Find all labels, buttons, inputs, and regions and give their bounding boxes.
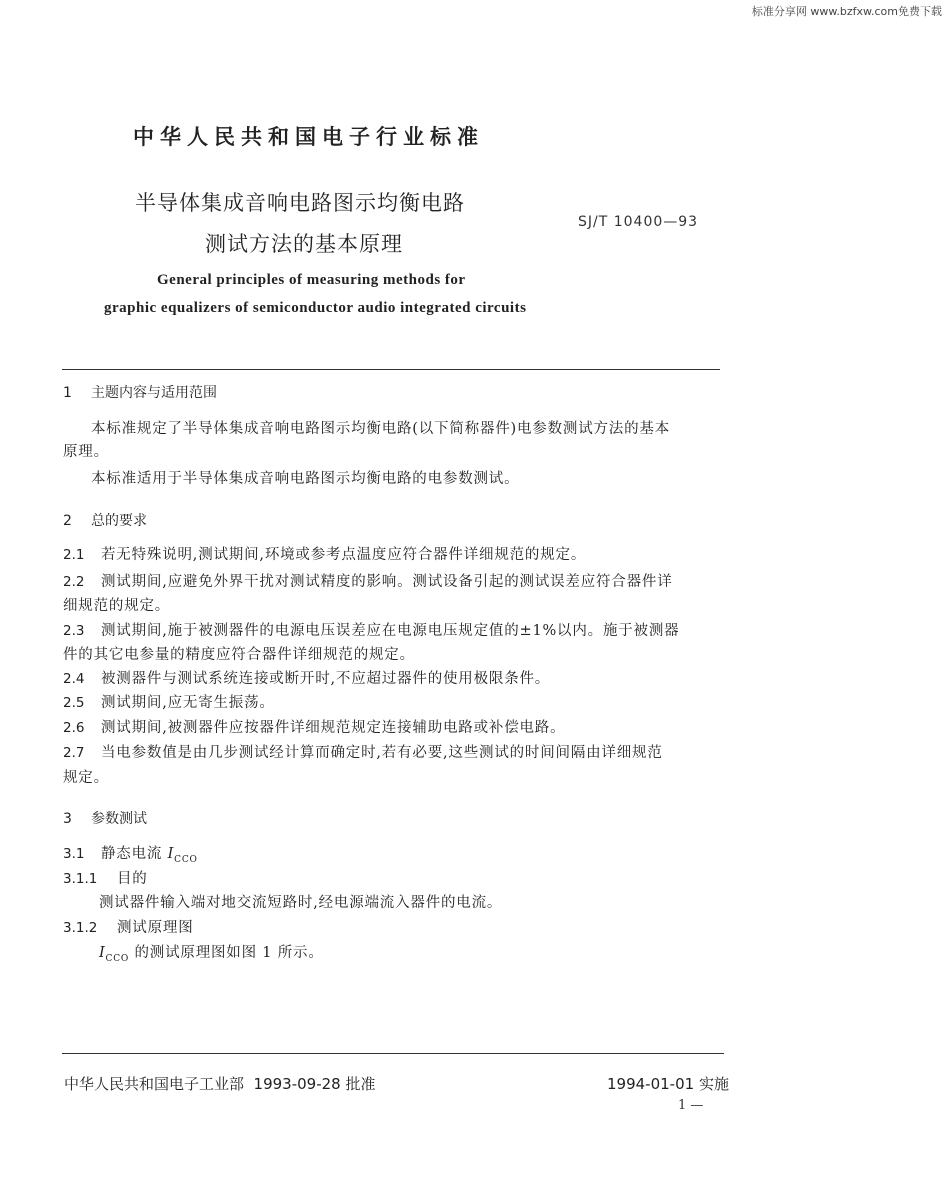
page-number: 1 —	[678, 1098, 704, 1113]
clause-text: 测试期间,施于被测器件的电源电压误差应在电源电压规定值的±1%以内。施于被测器	[101, 623, 680, 639]
org-title: 中华人民共和国电子行业标准	[133, 125, 484, 149]
clause-number: 2.1	[63, 547, 85, 563]
clause-2-6	[63, 716, 565, 737]
doc-title-line2: 测试方法的基本原理	[205, 232, 403, 256]
clause-text: 被测器件与测试系统连接或断开时,不应超过器件的使用极限条件。	[101, 671, 551, 687]
approval-info: 中华人民共和国电子工业部 1993-09-28 批准	[64, 1075, 376, 1093]
symbol-subscript: CCO	[105, 953, 130, 964]
section2-title: 总的要求	[91, 513, 147, 529]
section1-para2: 本标准适用于半导体集成音响电路图示均衡电路的电参数测试。	[91, 471, 520, 487]
symbol-i: I	[99, 945, 106, 961]
symbol-i: I	[167, 846, 175, 862]
section3-heading	[63, 808, 147, 828]
clause-3-1	[63, 842, 198, 865]
section1-heading	[63, 382, 217, 402]
header-divider	[62, 369, 720, 370]
watermark: 标准分享网 www.bzfxw.com免费下载	[751, 5, 942, 18]
clause-text: 测试期间,被测器件应按器件详细规范规定连接辅助电路或补偿电路。	[101, 720, 566, 736]
clause-text: 测试期间,应避免外界干扰对测试精度的影响。测试设备引起的测试误差应符合器件详	[101, 574, 673, 590]
standard-code: SJ/T 10400—93	[578, 214, 699, 230]
footer-divider	[62, 1053, 724, 1054]
section1-para1-line1: 本标准规定了半导体集成音响电路图示均衡电路(以下简称器件)电参数测试方法的基本	[91, 421, 671, 437]
symbol-subscript: CCO	[174, 854, 198, 865]
clause-number: 2.6	[63, 720, 85, 736]
clause-number: 2.2	[63, 574, 85, 590]
clause-2-3	[63, 619, 679, 640]
section1-title: 主题内容与适用范围	[91, 385, 217, 401]
clause-3-1-1	[63, 867, 148, 888]
clause-2-4	[63, 667, 550, 688]
clause-number: 2.3	[63, 623, 85, 639]
section1-number: 1	[63, 385, 72, 401]
clause-text: 测试原理图	[117, 920, 194, 936]
clause-3-1-2-body	[99, 941, 324, 964]
clause-number: 3.1.1	[63, 871, 98, 887]
clause-2-2-cont: 细规范的规定。	[63, 598, 171, 614]
clause-2-5	[63, 691, 275, 712]
clause-text: 测试期间,应无寄生振荡。	[101, 695, 275, 711]
clause-number: 2.4	[63, 671, 85, 687]
implementation-date: 1994-01-01 实施	[607, 1075, 729, 1093]
clause-text: 静态电流	[101, 846, 168, 862]
doc-title-line1: 半导体集成音响电路图示均衡电路	[135, 191, 465, 215]
clause-number: 2.7	[63, 745, 85, 761]
clause-3-1-1-body: 测试器件输入端对地交流短路时,经电源端流入器件的电流。	[99, 895, 503, 911]
section3-number: 3	[63, 811, 72, 827]
clause-2-3-cont: 件的其它电参量的精度应符合器件详细规范的规定。	[63, 647, 415, 663]
clause-text: 当电参数值是由几步测试经计算而确定时,若有必要,这些测试的时间间隔由详细规范	[101, 745, 663, 761]
clause-text: 的测试原理图如图 1 所示。	[129, 945, 324, 961]
section3-title: 参数测试	[91, 811, 147, 827]
section2-number: 2	[63, 513, 72, 529]
english-title-line1: General principles of measuring methods for	[157, 272, 466, 288]
clause-2-7-cont: 规定。	[63, 770, 109, 786]
clause-number: 3.1.2	[63, 920, 98, 936]
clause-text: 目的	[117, 871, 148, 887]
english-title-line2: graphic equalizers of semiconductor audio integrated circuits	[104, 300, 527, 316]
section2-heading	[63, 510, 147, 530]
clause-3-1-2	[63, 916, 194, 937]
clause-text: 若无特殊说明,测试期间,环境或参考点温度应符合器件详细规范的规定。	[101, 547, 587, 563]
clause-number: 2.5	[63, 695, 85, 711]
clause-2-2	[63, 570, 673, 591]
clause-number: 3.1	[63, 846, 85, 862]
section1-para1-line2: 原理。	[63, 444, 109, 460]
clause-2-7	[63, 741, 663, 762]
clause-2-1	[63, 543, 586, 564]
